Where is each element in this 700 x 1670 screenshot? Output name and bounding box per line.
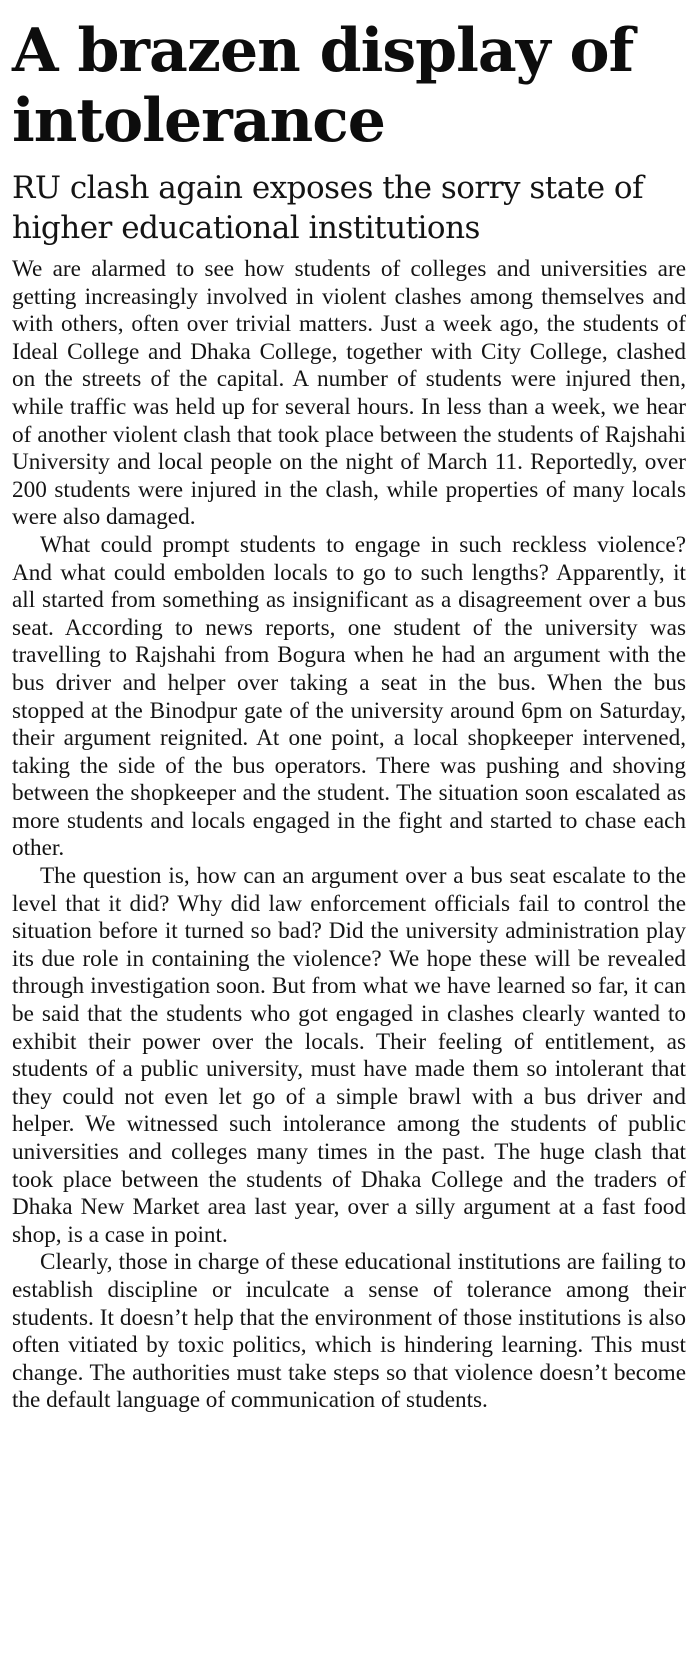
body-paragraph-1: We are alarmed to see how students of colleges and universities are getting increasingly involved in violent clashes among themselves and with others, often over trivial matters. Just a week ago, the students of Ideal College and Dhaka College, together with City College, clashed on the streets of the capital. A number of students were injured then, while traffic was held up for several hours. In less than a week, we hear of another violent clash that took place between the students of Rajshahi University and local people on the night of March 11. Reportedly, over 200 students were injured in the clash, while properties of many locals were also damaged. (12, 256, 686, 531)
article-body (12, 256, 686, 1415)
article-headline: A brazen display of intolerance (12, 16, 634, 156)
body-paragraph-3: The question is, how can an argument over a bus seat escalate to the level that it did? Why did law enforcement officials fail to control the situation before it turned so bad? Did the university administration play its due role in containing the violence? We hope these will be revealed through investigation soon. But from what we have learned so far, it can be said that the students who got engaged in clashes clearly wanted to exhibit their power over the locals. Their feeling of entitlement, as students of a public university, must have made them so intolerant that they could not even let go of a simple brawl with a bus driver and helper. We witnessed such intolerance among the students of public universities and colleges many times in the past. The huge clash that took place between the students of Dhaka College and the traders of Dhaka New Market area last year, over a silly argument at a fast food shop, is a case in point. (12, 863, 686, 1248)
body-paragraph-2: What could prompt students to engage in such reckless violence? And what could embolden locals to go to such lengths? Apparently, it all started from something as insignificant as a disagreement over a bus seat. According to news reports, one student of the university was travelling to Rajshahi from Bogura when he had an argument with the bus driver and helper over taking a seat in the bus. When the bus stopped at the Binodpur gate of the university around 6pm on Saturday, their argument reignited. At one point, a local shopkeeper intervened, taking the side of the bus operators. There was pushing and shoving between the shopkeeper and the student. The situation soon escalated as more students and locals engaged in the fight and started to chase each other. (12, 531, 686, 862)
body-paragraph-4: Clearly, those in charge of these educational institutions are failing to establish discipline or inculcate a sense of tolerance among their students. It doesn’t help that the environment of those institutions is also often vitiated by toxic politics, which is hindering learning. This must change. The authorities must take steps so that violence doesn’t become the default language of communication of students. (12, 1249, 686, 1414)
article-subheadline: RU clash again exposes the sorry state of higher educational institutions (12, 170, 644, 246)
